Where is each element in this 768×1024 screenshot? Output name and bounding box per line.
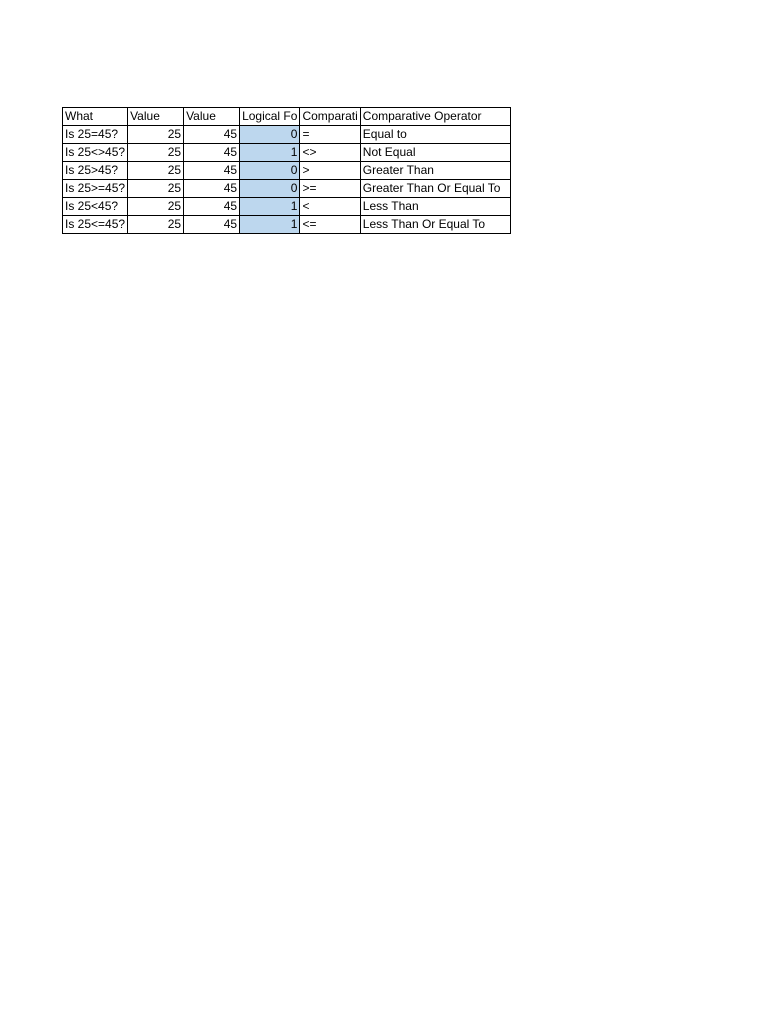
cell-value-1[interactable]: 25	[128, 216, 184, 234]
header-value-1[interactable]: Value	[128, 108, 184, 126]
cell-operator[interactable]: <	[300, 198, 360, 216]
cell-logical-result[interactable]: 1	[240, 216, 300, 234]
table-row	[63, 216, 511, 234]
table-row	[63, 126, 511, 144]
table-row	[63, 180, 511, 198]
cell-operator[interactable]: =	[300, 126, 360, 144]
cell-operator[interactable]: <=	[300, 216, 360, 234]
cell-logical-result[interactable]: 1	[240, 144, 300, 162]
cell-description[interactable]: Less Than Or Equal To	[360, 216, 510, 234]
header-comparative-short[interactable]: Comparati	[300, 108, 360, 126]
table-row	[63, 144, 511, 162]
header-comparative-operator[interactable]: Comparative Operator	[360, 108, 510, 126]
cell-value-1[interactable]: 25	[128, 144, 184, 162]
table-body	[63, 108, 511, 234]
cell-value-1[interactable]: 25	[128, 162, 184, 180]
comparison-table	[62, 107, 511, 234]
table-row	[63, 162, 511, 180]
header-row	[63, 108, 511, 126]
cell-logical-result[interactable]: 0	[240, 162, 300, 180]
cell-value-1[interactable]: 25	[128, 180, 184, 198]
cell-value-2[interactable]: 45	[184, 162, 240, 180]
header-value-2[interactable]: Value	[184, 108, 240, 126]
cell-what[interactable]: Is 25>45?	[63, 162, 128, 180]
cell-what[interactable]: Is 25<=45?	[63, 216, 128, 234]
cell-what[interactable]: Is 25=45?	[63, 126, 128, 144]
cell-operator[interactable]: <>	[300, 144, 360, 162]
cell-what[interactable]: Is 25>=45?	[63, 180, 128, 198]
header-what[interactable]: What	[63, 108, 128, 126]
cell-description[interactable]: Greater Than	[360, 162, 510, 180]
cell-description[interactable]: Not Equal	[360, 144, 510, 162]
cell-what[interactable]: Is 25<>45?	[63, 144, 128, 162]
cell-value-2[interactable]: 45	[184, 126, 240, 144]
cell-logical-result[interactable]: 0	[240, 180, 300, 198]
cell-value-2[interactable]: 45	[184, 216, 240, 234]
cell-description[interactable]: Greater Than Or Equal To	[360, 180, 510, 198]
cell-logical-result[interactable]: 1	[240, 198, 300, 216]
cell-value-2[interactable]: 45	[184, 198, 240, 216]
cell-description[interactable]: Equal to	[360, 126, 510, 144]
cell-what[interactable]: Is 25<45?	[63, 198, 128, 216]
table-row	[63, 198, 511, 216]
header-logical-formula[interactable]: Logical Fo	[240, 108, 300, 126]
cell-value-2[interactable]: 45	[184, 144, 240, 162]
cell-value-2[interactable]: 45	[184, 180, 240, 198]
cell-value-1[interactable]: 25	[128, 126, 184, 144]
cell-description[interactable]: Less Than	[360, 198, 510, 216]
cell-logical-result[interactable]: 0	[240, 126, 300, 144]
cell-operator[interactable]: >	[300, 162, 360, 180]
cell-value-1[interactable]: 25	[128, 198, 184, 216]
cell-operator[interactable]: >=	[300, 180, 360, 198]
